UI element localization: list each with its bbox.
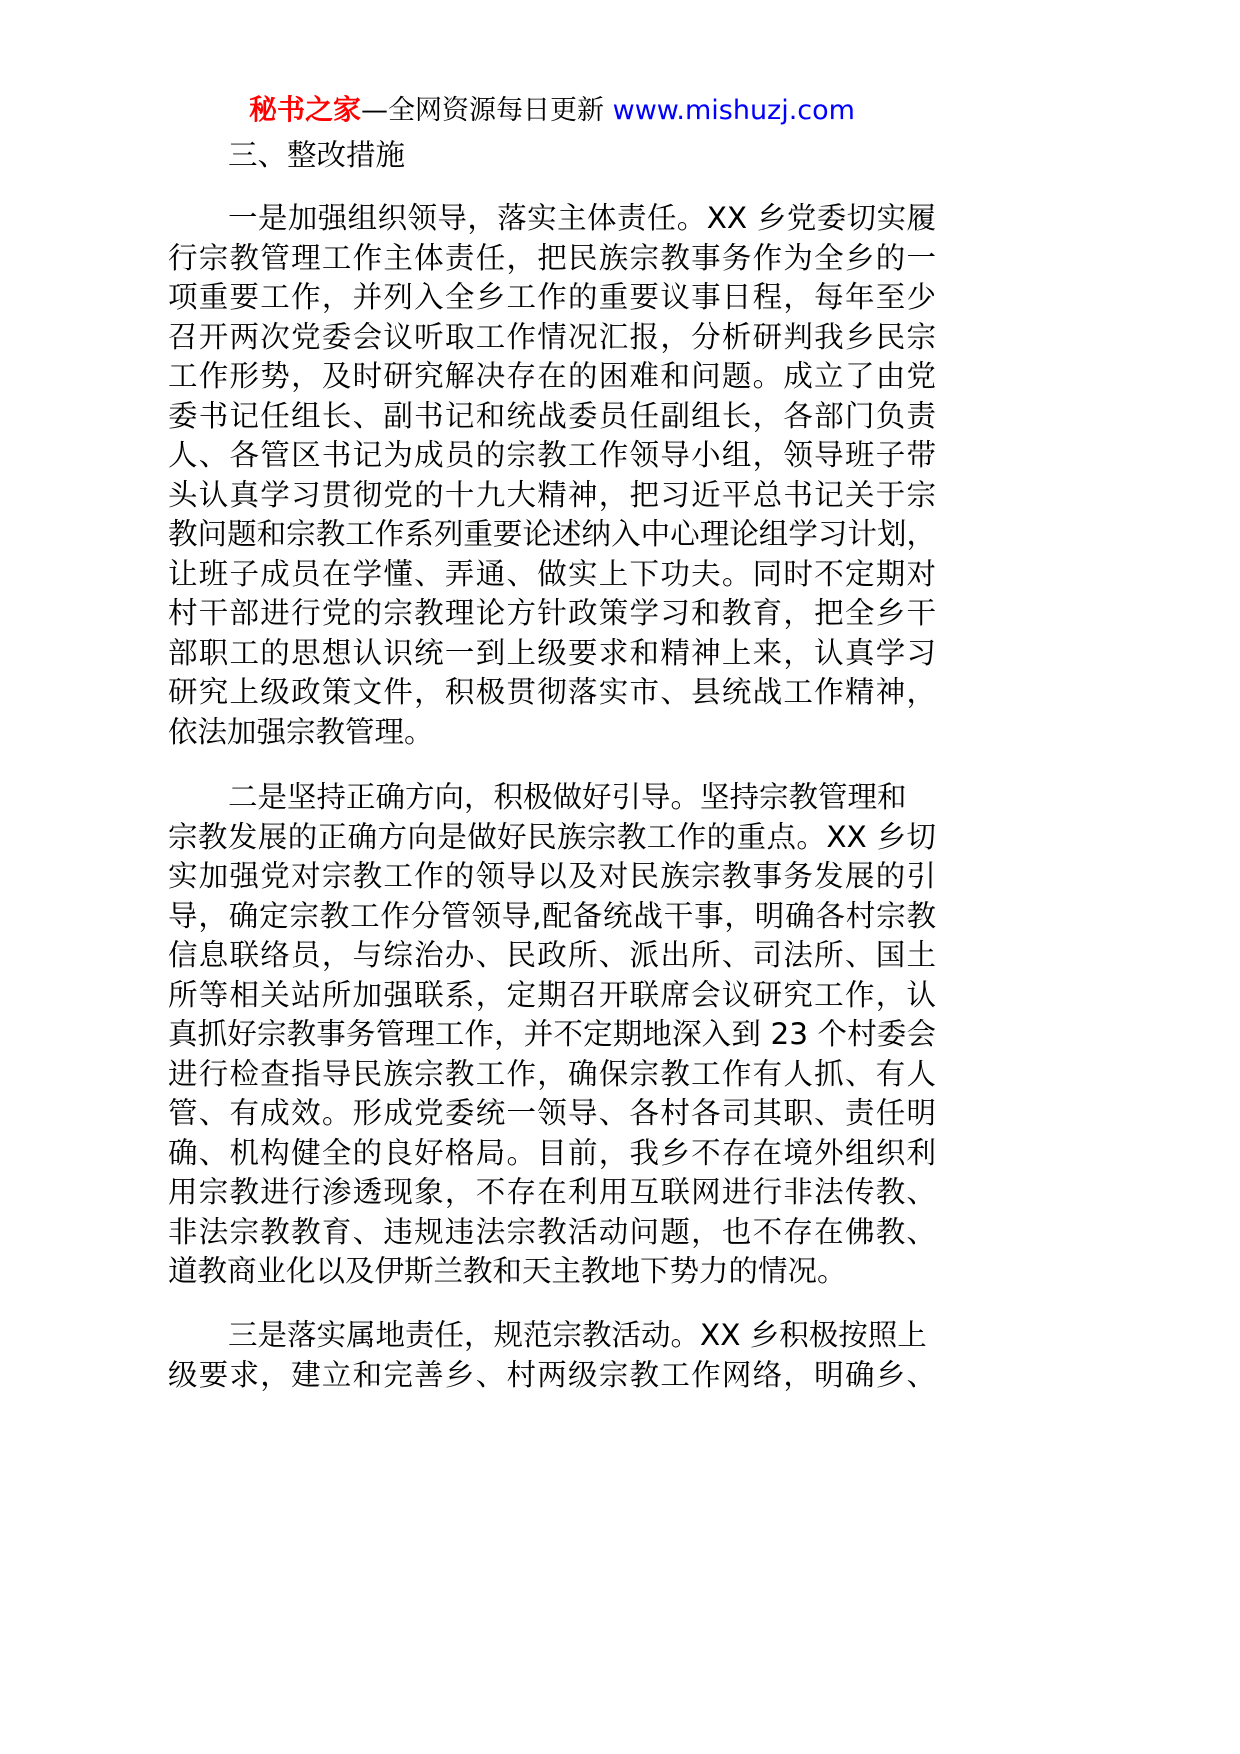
paragraph-line: 召开两次党委会议听取工作情况汇报，分析研判我乡民宗 <box>168 319 936 354</box>
paragraph-line: 进行检查指导民族宗教工作，确保宗教工作有人抓、有人 <box>168 1056 936 1091</box>
paragraph-line: 二是坚持正确方向，积极做好引导。坚持宗教管理和 <box>228 780 907 814</box>
paragraph-3 <box>168 1316 936 1395</box>
paragraph-line: 宗教发展的正确方向是做好民族宗教工作的重点。XX 乡切 <box>168 819 936 854</box>
paragraph-line: 用宗教进行渗透现象，不存在利用互联网进行非法传教、 <box>168 1175 936 1209</box>
paragraph-line: 让班子成员在学懂、弄通、做实上下功夫。同时不定期对 <box>168 556 936 591</box>
paragraph-line: 行宗教管理工作主体责任，把民族宗教事务作为全乡的一 <box>168 240 936 275</box>
paragraph-line: 人、各管区书记为成员的宗教工作领导小组，领导班子带 <box>168 438 936 472</box>
paragraph-line: 级要求，建立和完善乡、村两级宗教工作网络，明确乡、 <box>168 1357 936 1392</box>
paragraph-line: 三是落实属地责任，规范宗教活动。XX 乡积极按照上 <box>228 1318 927 1352</box>
paragraph-line: 导，确定宗教工作分管领导,配备统战干事，明确各村宗教 <box>168 898 936 933</box>
paragraph-line: 部职工的思想认识统一到上级要求和精神上来，认真学习 <box>168 635 936 670</box>
site-url-link[interactable]: www.mishuzj.com <box>612 95 855 126</box>
paragraph-line: 一是加强组织领导，落实主体责任。XX 乡党委切实履 <box>228 201 936 235</box>
paragraph-line: 非法宗教教育、违规违法宗教活动问题，也不存在佛教、 <box>168 1214 936 1249</box>
banner-tagline: —全网资源每日更新 <box>361 95 605 126</box>
paragraph-line: 信息联络员，与综治办、民政所、派出所、司法所、国土 <box>168 938 936 972</box>
paragraph-line: 项重要工作，并列入全乡工作的重要议事日程，每年至少 <box>168 280 936 314</box>
site-banner <box>168 91 936 130</box>
paragraph-line: 管、有成效。形成党委统一领导、各村各司其职、责任明 <box>168 1096 936 1130</box>
paragraph-line: 依法加强宗教管理。 <box>168 714 434 749</box>
paragraph-line: 道教商业化以及伊斯兰教和天主教地下势力的情况。 <box>168 1254 847 1288</box>
paragraph-line: 村干部进行党的宗教理论方针政策学习和教育，把全乡干 <box>168 596 936 630</box>
paragraph-1 <box>168 199 936 752</box>
section-heading: 三、整改措施 <box>228 138 406 172</box>
paragraph-line: 研究上级政策文件，积极贯彻落实市、县统战工作精神， <box>168 675 936 709</box>
paragraph-line: 头认真学习贯彻党的十九大精神，把习近平总书记关于宗 <box>168 477 936 512</box>
paragraph-line: 确、机构健全的良好格局。目前，我乡不存在境外组织利 <box>168 1135 936 1170</box>
paragraph-line: 工作形势，及时研究解决存在的困难和问题。成立了由党 <box>168 359 936 393</box>
paragraph-line: 所等相关站所加强联系，定期召开联席会议研究工作，认 <box>168 977 936 1012</box>
paragraph-line: 教问题和宗教工作系列重要论述纳入中心理论组学习计划， <box>168 517 936 551</box>
paragraph-line: 实加强党对宗教工作的领导以及对民族宗教事务发展的引 <box>168 859 936 893</box>
brand-name: 秘书之家 <box>249 93 362 126</box>
paragraph-line: 真抓好宗教事务管理工作，并不定期地深入到 23 个村委会 <box>168 1017 936 1051</box>
paragraph-line: 委书记任组长、副书记和统战委员任副组长，各部门负责 <box>168 398 936 433</box>
paragraph-2 <box>168 778 936 1292</box>
